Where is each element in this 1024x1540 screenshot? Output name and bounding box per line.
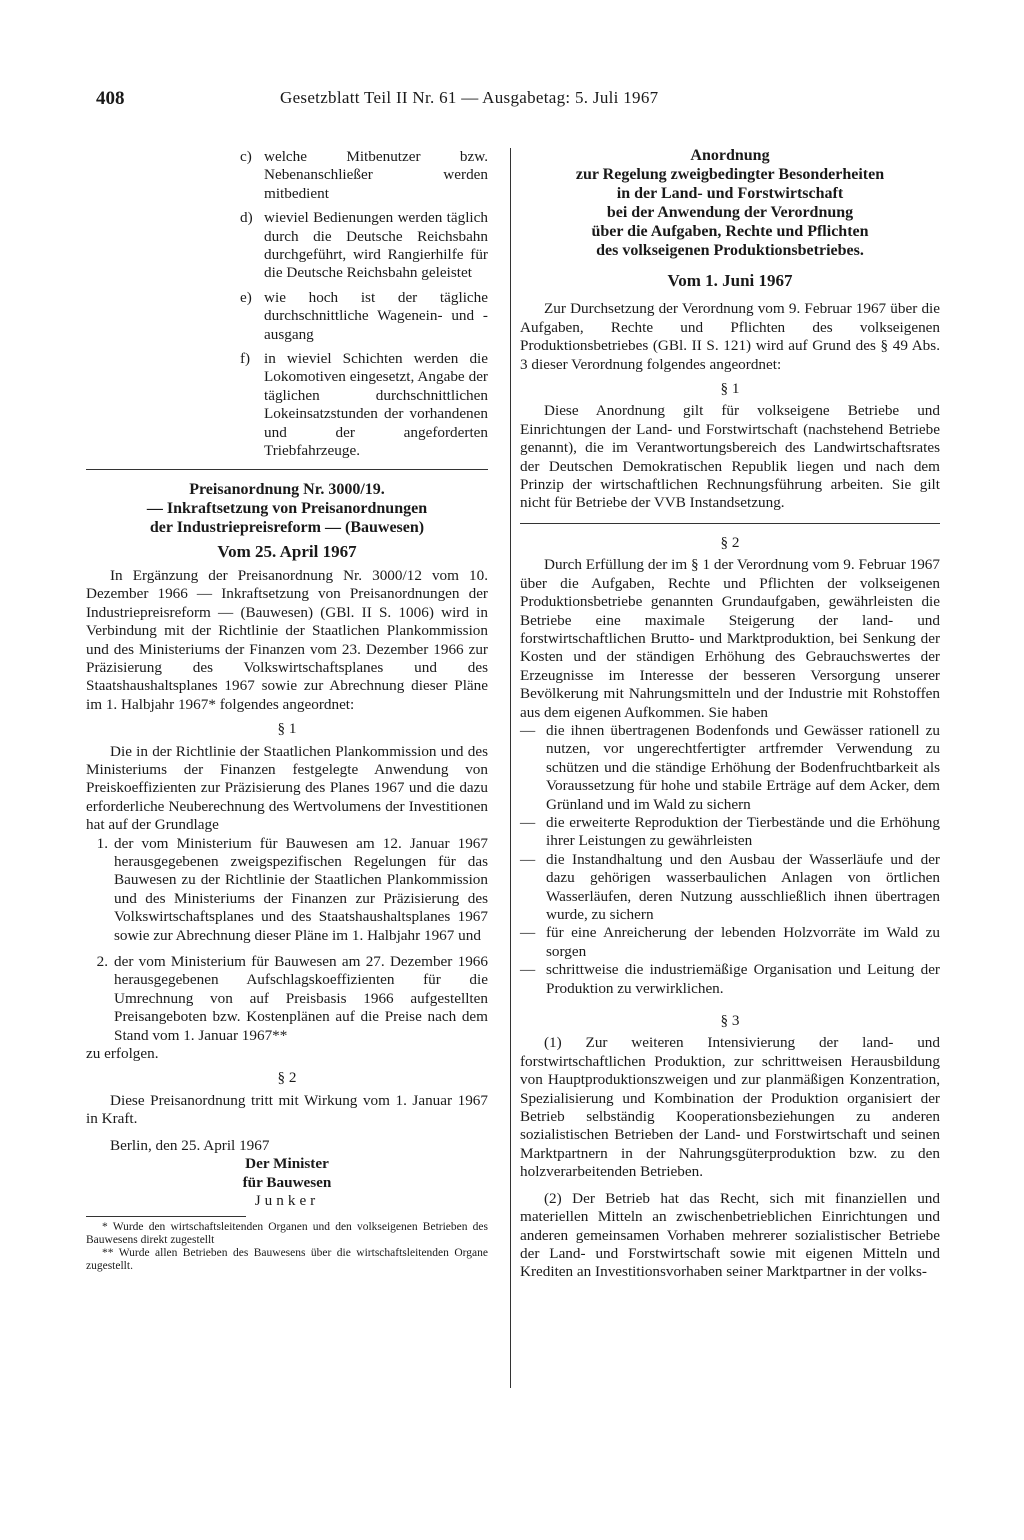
section-text: Diese Preisanordnung tritt mit Wirkung vom 1. Januar 1967 in Kraft. — [86, 1091, 488, 1128]
left-column — [86, 148, 488, 1273]
running-head: Gesetzblatt Teil II Nr. 61 — Ausgabetag: 5. Juli 1967 — [280, 88, 659, 107]
section-text: Durch Erfüllung der im § 1 der Verordnung vom 9. Februar 1967 über die Aufgaben, Rechte und Pflichten der volkseigenen Produktionsbetriebe genannten Grundaufgaben, gewährleisten die Betriebe eine maximale Steigerung der land- und forstwirtschaftlichen Brutto- und Marktproduktion, bei Senkung der Kosten und der ständigen Erhöhung des Gebrauchswertes der Erzeugnisse im Interesse der besseren Versorgung unserer Bevölkerung mit Nahrungsmitteln und der Industrie mit Rohstoffen aus dem eigenen Aufkommen. Sie haben — [520, 556, 940, 721]
section-mark: § 2 — [720, 533, 740, 551]
section-divider — [520, 523, 940, 524]
numbered-item: 1. der vom Ministerium für Bauwesen am 12. Januar 1967 herausgegebenen zweigspezifischen Regelungen für das Bauwesen zu der Richtlinie der Staatlichen Plankommission und des Ministeriums der Finanzen zur Präzisierung des Volkswirtschaftsplanes und des Staatshaushaltsplanes 1967 sowie zur Abrechnung dieser Pläne im 1. Halbjahr 1967 und — [96, 834, 488, 944]
column-divider — [510, 148, 511, 1388]
section-text: (1) Zur weiteren Intensivierung der land- und forstwirtschaftlichen Produktion, zur schrittweisen Herausbildung von Hauptproduktionszweigen und zur planmäßigen Konzentration, Spezialisierung und Kombination der Produktion organisiert der Betrieb selbständig Kooperationsbeziehungen zu anderen sozialistischen Betrieben der Land- und Forstwirtschaft und seinen Marktpartnern in der Nahrungsgüterproduktion bzw. zu den holzverarbeitenden Betrieben. — [520, 1034, 940, 1181]
footnote: * Wurde den wirtschaftsleitenden Organen und den volkseigenen Betrieben des Bauwesens direkt zugestellt — [86, 1221, 488, 1247]
list-item: e) wie hoch ist der tägliche durchschnittliche Wagenein- und -ausgang — [240, 288, 488, 343]
numbered-item: 2. der vom Ministerium für Bauwesen am 27. Dezember 1966 herausgegebenen Aufschlagskoeffizienten für die Umrechnung von auf Preisbasis 1966 aufgestellten Preisangeboten bzw. Kostenplänen auf die Preise nach dem Stand vom 1. Januar 1967** — [96, 953, 488, 1044]
list-item: f) in wieviel Schichten werden die Lokomotiven eingesetzt, Angabe der täglichen durchschnittlichen Lokeinsatzstunden der vorhandenen und der angeforderten Triebfahrzeuge. — [240, 350, 488, 460]
section-text: (2) Der Betrieb hat das Recht, sich mit finanziellen und materiellen Mitteln an zwischenbetrieblichen Einrichtungen und anderen gemeinsamen Vorhaben mehrerer sozialistischer Betriebe der Land- und Forstwirtschaft sowie mit eigenen Mitteln und Krediten an Investitionsvorhaben seiner Marktpartner in der volks- — [520, 1189, 940, 1281]
anordnung-date: Vom 1. Juni 1967 — [667, 271, 793, 290]
place-date: Berlin, den 25. April 1967 — [110, 1136, 270, 1154]
dash-item: — für eine Anreicherung der lebenden Holzvorräte im Wald zu sorgen — [520, 924, 940, 960]
dash-item: — die Instandhaltung und den Ausbau der Wasserläufe und der dazu gehörigen wasserbaulichen Anlagen von örtlichen Wasserläufen, deren Nutzung ausschließlich ihnen übertragen wurde, zu sichern — [520, 850, 940, 923]
section-text: Die in der Richtlinie der Staatlichen Plankommission und des Ministeriums der Finanzen festgelegte Anwendung von Preiskoeffizienten zur Präzisierung des Planes 1967 und die dazu erforderliche Neuberechnung des Wertvolumens der Investitionen hat auf der Grundlage — [86, 742, 488, 834]
dash-item: — die erweiterte Reproduktion der Tierbestände und die Erhöhung ihrer Leistungen zu gewährleisten — [520, 813, 940, 850]
abc-list — [240, 148, 488, 461]
section-mark: § 3 — [720, 1012, 740, 1030]
anordnung-title: Anordnung zur Regelung zweigbedingter Besonderheiten in der Land- und Forstwirtschaft bei der Anwendung der Verordnung über die Aufgaben, Rechte und Pflichten des volkseigenen Produktionsbetriebes. — [575, 147, 885, 259]
list-item: c) welche Mitbenutzer bzw. Nebenanschließer werden mitbedient — [240, 148, 488, 202]
footnote: ** Wurde allen Betrieben des Bauwesens über die wirtschaftsleitenden Organe zugestellt. — [86, 1247, 488, 1273]
preisanordnung-title: Preisanordnung Nr. 3000/19. — Inkraftsetzung von Preisanordnungen der Industriepreisreform — (Bauwesen) — [146, 480, 428, 536]
section-mark: § 2 — [277, 1069, 297, 1087]
section-divider — [86, 469, 488, 470]
signature-name: Junker — [254, 1191, 320, 1209]
list-item: d) wieviel Bedienungen werden täglich durch die Deutsche Reichsbahn durchgeführt, wird Rangierhilfe für die Deutsche Reichsbahn geleistet — [240, 209, 488, 282]
intro-paragraph: Zur Durchsetzung der Verordnung vom 9. Februar 1967 über die Aufgaben, Rechte und Pflichten des volkseigenen Produktionsbetriebes (GBl. II S. 121) wird auf Grund des § 49 Abs. 3 dieser Verordnung folgendes angeordnet: — [520, 300, 940, 373]
section-mark: § 1 — [277, 720, 297, 738]
closing-text: zu erfolgen. — [86, 1045, 159, 1063]
intro-paragraph: In Ergänzung der Preisanordnung Nr. 3000/12 vom 10. Dezember 1966 — Inkraftsetzung von Preisanordnungen der Industriepreisreform — (Bauwesen) (GBl. II S. 1006) wird in Verbindung mit der Richtlinie der Staatlichen Plankommission und des Ministeriums der Finanzen vom 23. Dezember 1966 zur Präzisierung des Volkswirtschaftsplanes und des Staatshaushaltsplanes 1967 sowie zur Abrechnung dieser Pläne im 1. Halbjahr 1967* folgendes angeordnet: — [86, 566, 488, 713]
signature-title: Der Minister für Bauwesen — [242, 1155, 332, 1191]
dash-item: — die ihnen übertragenen Bodenfonds und Gewässer rationell zu nutzen, vor ungerechtfertigter artfremder Verwendung zu schützen und die ständige Erhöhung der Bodenfruchtbarkeit als Voraussetzung für hohe und stabile Erträge auf dem Acker, dem Grünland und im Wald zu sichern — [520, 721, 940, 813]
section-text: Diese Anordnung gilt für volkseigene Betriebe und Einrichtungen der Land- und Forstwirtschaft (nachstehend Betriebe genannt), die im Verantwortungsbereich des Landwirtschaftsrates der Deutschen Demokratischen Republik liegen und nach dem Prinzip der wirtschaftlichen Rechnungsführung arbeiten. Sie gilt nicht für Betriebe der VVB Instandsetzung. — [520, 402, 940, 512]
section-mark: § 1 — [720, 380, 740, 398]
preisanordnung-date: Vom 25. April 1967 — [217, 541, 357, 561]
right-column — [520, 146, 940, 1282]
page-number: 408 — [96, 88, 125, 109]
dash-item: — schrittweise die industriemäßige Organisation und Leitung der Produktion zu verwirklichen. — [520, 961, 940, 997]
